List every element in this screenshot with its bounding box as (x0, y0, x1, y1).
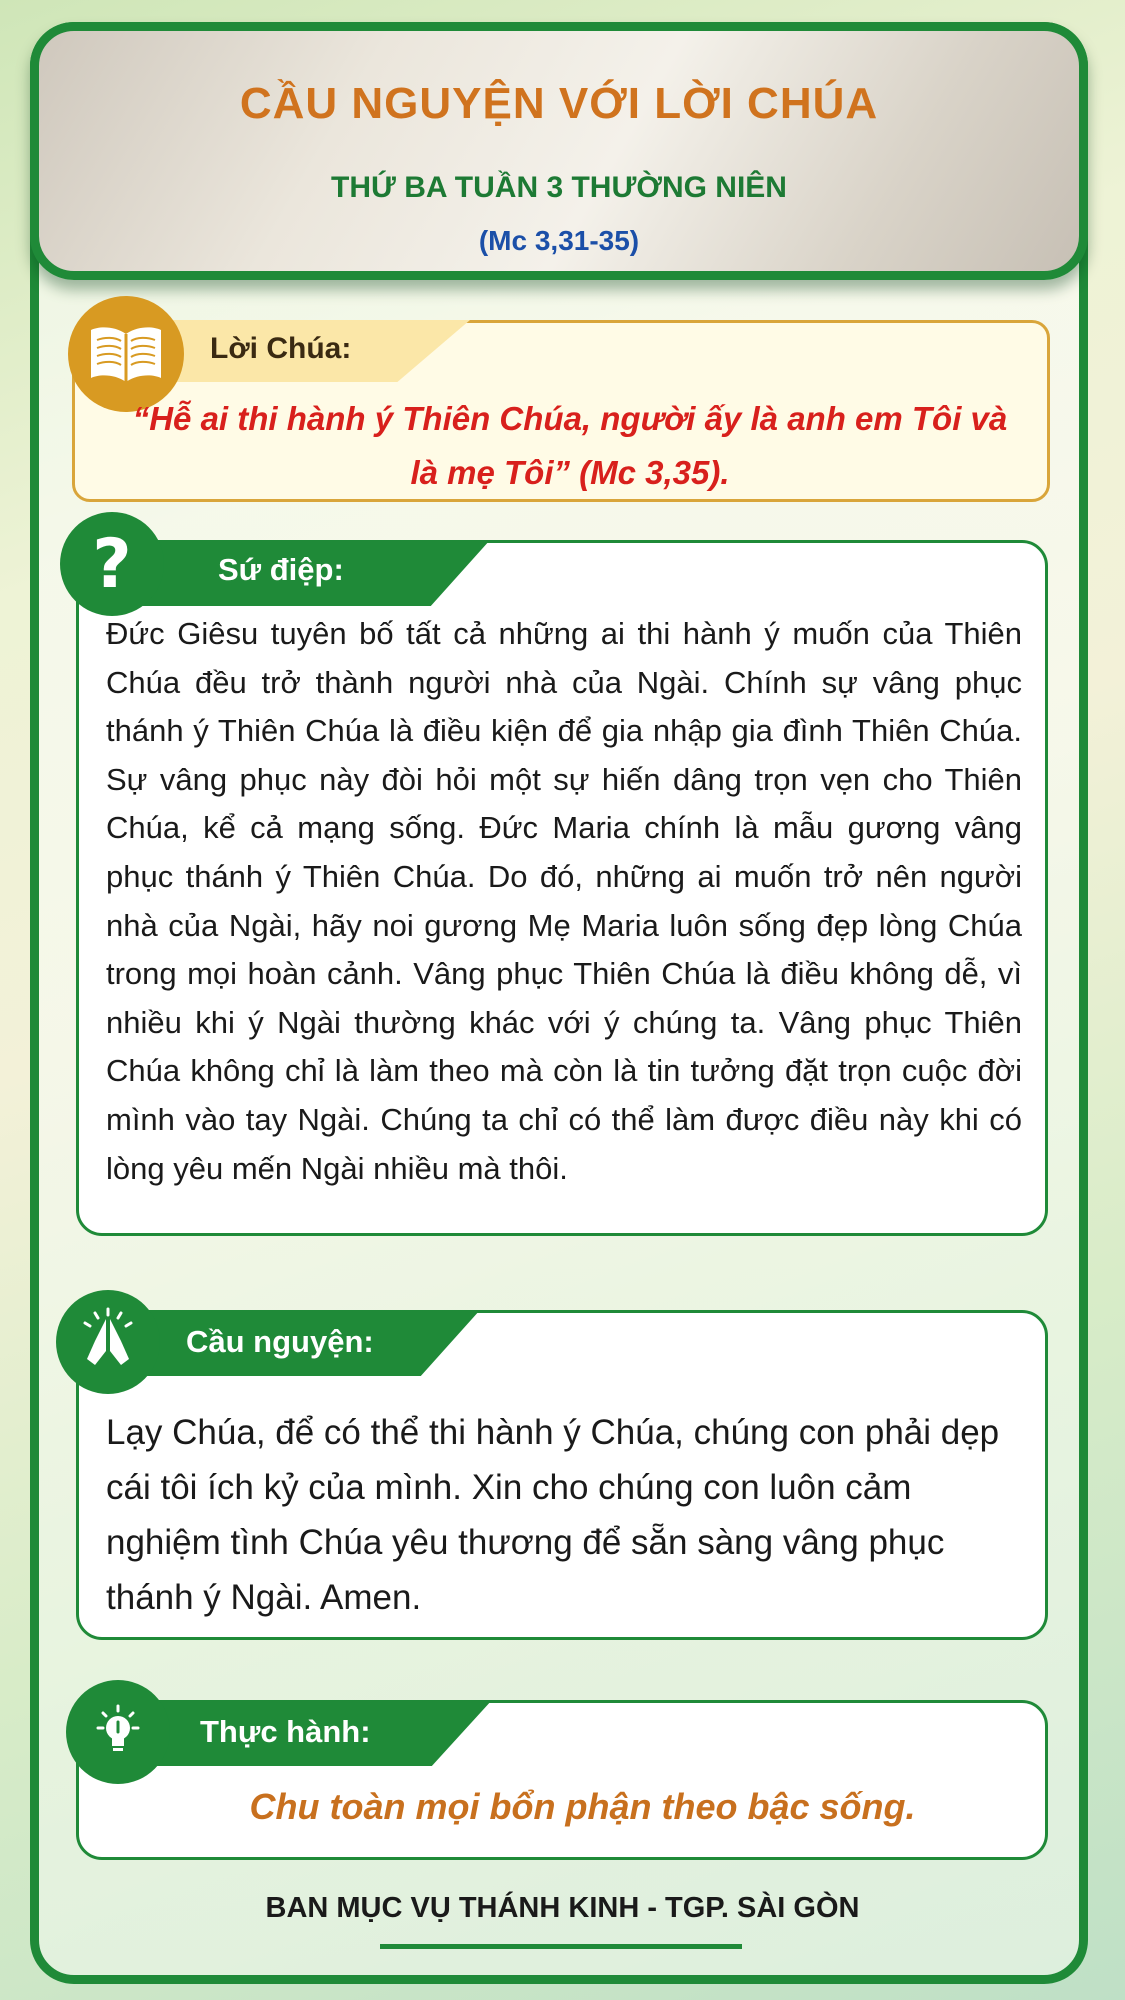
word-of-god-quote: “Hễ ai thi hành ý Thiên Chúa, người ấy là anh em Tôi và là mẹ Tôi” (Mc 3,35). (132, 400, 1008, 491)
page-title: CẦU NGUYỆN VỚI LỜI CHÚA (239, 79, 879, 128)
liturgical-day: THỨ BA TUẦN 3 THƯỜNG NIÊN (331, 171, 787, 204)
question-mark-icon: ? (60, 512, 164, 616)
praying-hands-icon (56, 1290, 160, 1394)
prayer-label: Cầu nguyện: (186, 1324, 374, 1359)
word-of-god-label: Lời Chúa: (210, 332, 352, 365)
practice-text: Chu toàn mọi bổn phận theo bậc sống. (249, 1786, 916, 1827)
lightbulb-icon (66, 1680, 170, 1784)
message-text: Đức Giêsu tuyên bố tất cả những ai thi hành ý muốn của Thiên Chúa đều trở thành người nhà của Ngài. Chính sự vâng phục thánh ý Thiên Chúa là điều kiện để gia nhập gia đình Thiên Chúa. Sự vâng phục này đòi hỏi một sự hiến dâng trọn vẹn cho Thiên Chúa, kể cả mạng sống. Đức Maria chính là mẫu gương vâng phục thánh ý Thiên Chúa. Do đó, những ai muốn trở nên người nhà của Ngài, hãy noi gương Mẹ Maria luôn sống đẹp lòng Chúa trong mọi hoàn cảnh. Vâng phục Thiên Chúa là điều không dễ, vì nhiều khi ý Ngài thường khác với ý chúng ta. Vâng phục Thiên Chúa không chỉ là làm theo mà còn là tin tưởng đặt trọn cuộc đời mình vào tay Ngài. Chúng ta chỉ có thể làm được điều này khi có lòng yêu mến Ngài nhiều mà thôi. (106, 616, 1022, 1186)
footer-divider (380, 1944, 742, 1949)
prayer-text: Lạy Chúa, để có thể thi hành ý Chúa, chúng con phải dẹp cái tôi ích kỷ của mình. Xin cho chúng con luôn cảm nghiệm tình Chúa yêu thương để sẵn sàng vâng phục thánh ý Ngài. Amen. (106, 1413, 1000, 1617)
message-label: Sứ điệp: (218, 552, 344, 587)
scripture-reference: (Mc 3,31-35) (478, 225, 640, 256)
header-banner (30, 22, 1088, 280)
practice-label: Thực hành: (200, 1714, 371, 1749)
footer-credit: BAN MỤC VỤ THÁNH KINH - TGP. SÀI GÒN (265, 1892, 860, 1924)
